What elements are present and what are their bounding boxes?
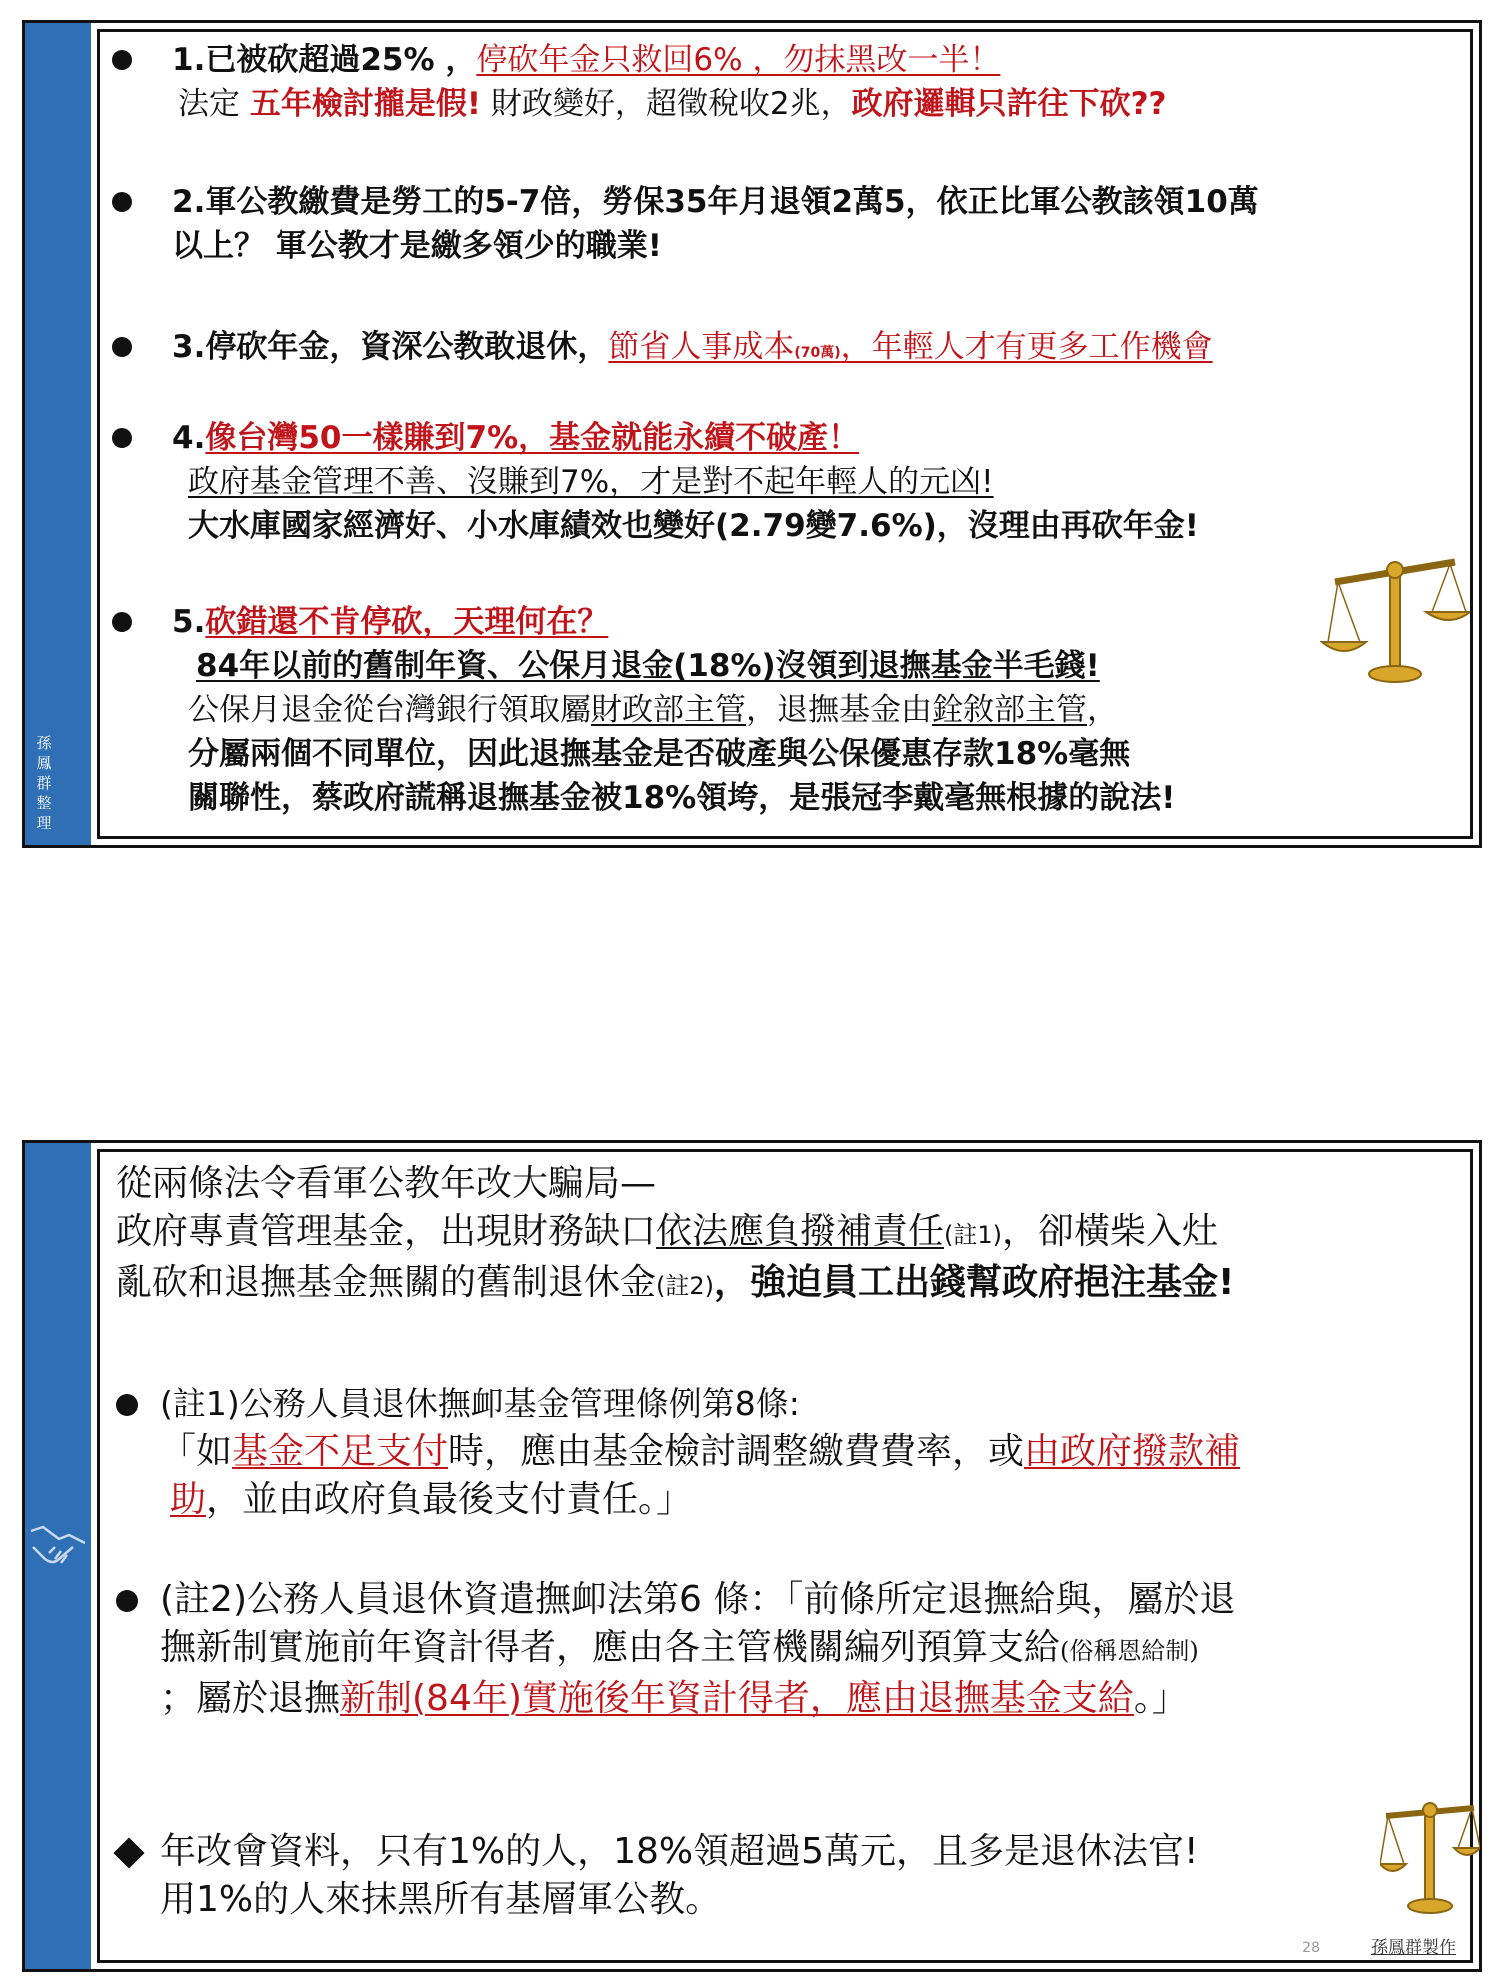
bottom-note [160,1828,1458,1924]
item-4-red: 像台灣50一樣賺到7%，基金就能永續不破產！ [205,420,860,456]
bottom-note-l2: 用1%的人來抹黑所有基層軍公教。 [160,1879,722,1920]
slide2-p1b: ，卻橫柴入灶 [1002,1211,1219,1252]
item-5-line3b: ，退撫基金由 [746,692,932,728]
note-1-l2a: 「如 [160,1431,233,1472]
handshake-icon [29,1513,87,1573]
note-1-l2b: 時，應由基金檢討調整繳費費率，或 [448,1431,1025,1472]
note-2-red: 新制(84年)實施後年資計得者，應由退撫基金支給 [340,1678,1134,1719]
slide2-title: 從兩條法令看軍公教年改大騙局— [116,1163,657,1204]
item-5-line3c: ， [1087,692,1118,728]
slide-bottom [22,1140,1482,1972]
item-5 [172,600,1458,820]
item-3 [172,325,1458,375]
note-1-red2: 由政府撥款補 [1024,1431,1241,1472]
content-frame [97,29,1473,839]
bullet-icon [116,1590,138,1612]
note-1 [160,1380,1458,1524]
item-4 [172,416,1458,548]
sidebar-credit-char: 孫 [36,734,52,752]
item-1 [172,38,1458,126]
item-2-line2: 以上？ 軍公教才是繳多領少的職業! [172,228,662,264]
slide2-p2a: 亂砍和退撫基金無關的舊制退休金 [116,1262,657,1303]
slide-top [22,20,1482,848]
content-frame [97,1149,1473,1963]
scales-of-justice-icon [1380,1792,1480,1922]
item-5-line2: 84年以前的舊制年資、公保月退金(18%)沒領到退撫基金半毛錢! [196,648,1100,684]
bottom-note-l1: 年改會資料，只有1%的人，18%領超過5萬元，且多是退休法官! [160,1831,1199,1872]
bullet-icon [116,1394,138,1416]
item-3-prefix: 3.停砍年金，資深公教敢退休， [172,329,609,365]
slide2-intro [116,1160,1458,1310]
bullet-icon [112,428,132,448]
item-1-prefix: 1.已被砍超過25% ， [172,42,477,78]
item-1-red: 停砍年金只救回6% ，勿抹黑改一半！ [476,42,1001,78]
sidebar-credit-char: 群 [36,774,52,792]
bullet-icon [112,192,132,212]
bullet-icon [112,612,132,632]
sidebar-bar [25,23,91,845]
item-4-line2-ul: 才是對不起年輕人的元凶! [640,464,994,500]
note-2-l3a: ；屬於退撫 [160,1678,341,1719]
page-number: 28 [1302,1940,1320,1956]
sidebar-credit-char: 理 [36,814,52,832]
credit-footer: 孫鳳群製作 [1371,1938,1456,1958]
item-5-num: 5. [172,604,206,640]
item-4-line3: 大水庫國家經濟好、小水庫績效也變好(2.79變7.6%)，沒理由再砍年金! [188,508,1199,544]
item-3-red [608,329,1212,365]
sidebar-credit-char: 整 [36,794,52,812]
note-2-l2-small: (俗稱恩給制) [1060,1637,1199,1665]
item-2-line1: 2.軍公教繳費是勞工的5-7倍，勞保35年月退領2萬5，依正比軍公教該領10萬 [172,184,1259,220]
slide2-p1a: 政府專責管理基金，出現財務缺口 [116,1211,657,1252]
scales-of-justice-icon [1320,542,1470,692]
item-2 [172,180,1458,268]
note-1-head: (註1)公務人員退休撫卹基金管理條例第8條: [160,1384,800,1423]
item-5-line3-ul1: 財政部主管 [591,692,746,728]
note-2-l3b: 。」 [1133,1678,1188,1719]
item-3-red-b: ，年輕人才有更多工作機會 [840,329,1213,365]
item-4-line2a: 政府基金管理不善、沒賺到7%， [188,464,641,500]
slide2-p2-note: (註2) [656,1272,715,1300]
item-4-num: 4. [172,420,206,456]
slide2-p1-ul: 依法應負撥補責任 [656,1211,945,1252]
note-2 [160,1576,1458,1723]
item-1-line2b: 財政變好，超徵稅收2兆， [481,86,852,122]
item-5-line3a: 公保月退金從台灣銀行領取屬 [188,692,591,728]
sidebar-credit-char: 鳳 [36,754,52,772]
note-1-red3: 助 [170,1479,207,1520]
item-5-line4: 分屬兩個不同單位，因此退撫基金是否破產與公保優惠存款18%毫無 [188,736,1131,772]
sidebar-bar [25,1143,91,1969]
item-5-red: 砍錯還不肯停砍，天理何在？ [205,604,609,640]
note-2-l1: (註2)公務人員退休資遣撫卹法第6 條：「前條所定退撫給與，屬於退 [160,1579,1236,1620]
item-1-red2: 五年檢討攏是假! [249,86,481,122]
item-3-red-a: 節省人事成本 [608,329,795,365]
slide2-p2b: ，強迫員工出錢幫政府挹注基金! [714,1262,1235,1303]
item-3-red-small: (70萬) [794,345,841,361]
sidebar-credit [33,733,55,833]
diamond-bullet-icon [113,1837,144,1868]
item-5-line5: 關聯性，蔡政府謊稱退撫基金被18%領垮，是張冠李戴毫無根據的說法! [188,780,1176,816]
bullet-icon [112,337,132,357]
slide2-p1-note: (註1) [944,1221,1003,1249]
item-1-red3: 政府邏輯只許往下砍?? [851,86,1167,122]
note-1-red1: 基金不足支付 [232,1431,449,1472]
bullet-icon [112,50,132,70]
note-1-l3b: ，並由政府負最後支付責任。」 [206,1479,693,1520]
item-1-line2a: 法定 [178,86,250,122]
note-2-l2a: 撫新制實施前年資計得者，應由各主管機關編列預算支給 [160,1627,1061,1668]
item-5-line3-ul2: 銓敘部主管 [932,692,1087,728]
